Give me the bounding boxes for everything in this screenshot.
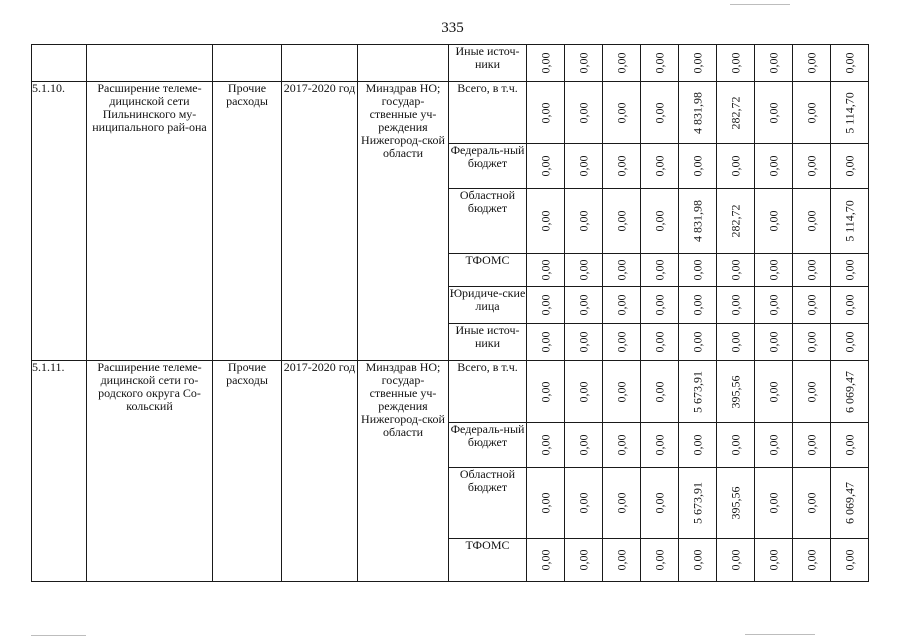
value-text: 0,00	[804, 102, 818, 123]
value-text: 5 114,70	[842, 200, 856, 242]
value-text: 0,00	[766, 331, 780, 353]
value-cell	[527, 539, 565, 582]
value-text: 0,00	[690, 331, 704, 353]
table-row	[32, 361, 869, 423]
empty-cell	[87, 45, 213, 82]
value-cell	[717, 423, 755, 468]
value-text: 0,00	[728, 155, 742, 177]
funding-source: Областной бюджет	[449, 189, 527, 254]
value-cell	[527, 189, 565, 254]
item-executor: Минздрав НО; государ-ственные уч-реждения Нижегород-ской области	[358, 82, 449, 361]
value-text: 0,00	[804, 210, 818, 232]
value-text: 0,00	[804, 52, 818, 74]
value-text: 0,00	[576, 102, 590, 123]
value-text: 0,00	[614, 155, 628, 177]
value-text: 0,00	[576, 52, 590, 74]
value-cell	[755, 423, 793, 468]
value-cell	[793, 82, 831, 144]
value-text: 0,00	[576, 381, 590, 402]
value-text: 0,00	[842, 434, 856, 456]
value-text: 0,00	[842, 294, 856, 316]
value-text: 0,00	[614, 259, 628, 281]
value-cell	[603, 539, 641, 582]
value-cell	[793, 189, 831, 254]
empty-cell	[282, 45, 358, 82]
value-text: 0,00	[614, 210, 628, 232]
value-cell	[641, 82, 679, 144]
value-cell	[603, 82, 641, 144]
value-cell	[831, 287, 869, 324]
value-cell	[679, 287, 717, 324]
bottom-rule-left	[31, 635, 86, 636]
value-cell	[831, 254, 869, 287]
value-cell	[603, 361, 641, 423]
value-text: 282,72	[728, 96, 742, 129]
value-cell	[717, 254, 755, 287]
value-text: 0,00	[538, 549, 552, 571]
value-text: 0,00	[690, 52, 704, 74]
value-text: 0,00	[538, 381, 552, 402]
value-cell	[565, 254, 603, 287]
value-text: 5 114,70	[842, 91, 856, 134]
value-text: 395,56	[728, 486, 742, 520]
value-cell	[641, 254, 679, 287]
value-cell	[641, 539, 679, 582]
value-text: 0,00	[652, 492, 666, 514]
value-text: 0,00	[614, 102, 628, 123]
empty-cell	[213, 45, 282, 82]
value-text: 0,00	[652, 549, 666, 571]
value-cell	[793, 468, 831, 539]
value-cell	[603, 254, 641, 287]
value-text: 0,00	[728, 549, 742, 571]
value-text: 0,00	[804, 294, 818, 316]
value-cell	[527, 144, 565, 189]
value-text: 0,00	[614, 434, 628, 456]
item-category: Прочие расходы	[213, 361, 282, 582]
bottom-rule-right	[745, 634, 815, 635]
value-text: 0,00	[652, 102, 666, 123]
value-cell	[831, 45, 869, 82]
value-text: 0,00	[652, 52, 666, 74]
item-category: Прочие расходы	[213, 82, 282, 361]
value-text: 0,00	[614, 492, 628, 514]
value-text: 0,00	[652, 259, 666, 281]
value-cell	[603, 468, 641, 539]
value-cell	[641, 189, 679, 254]
funding-source: Федераль-ный бюджет	[449, 423, 527, 468]
value-cell	[527, 423, 565, 468]
value-cell	[603, 144, 641, 189]
value-text: 0,00	[576, 294, 590, 316]
funding-source: Всего, в т.ч.	[449, 361, 527, 423]
value-text: 0,00	[652, 331, 666, 353]
value-text: 0,00	[652, 210, 666, 232]
value-text: 0,00	[652, 381, 666, 402]
value-cell	[679, 189, 717, 254]
value-cell	[831, 189, 869, 254]
empty-cell	[358, 45, 449, 82]
value-cell	[831, 539, 869, 582]
value-text: 0,00	[576, 259, 590, 281]
value-cell	[717, 539, 755, 582]
item-name: Расширение телеме-дицинской сети го-родского округа Со-кольский	[87, 361, 213, 582]
value-cell	[717, 82, 755, 144]
value-text: 0,00	[728, 52, 742, 74]
value-cell	[831, 324, 869, 361]
value-text: 6 069,47	[842, 482, 856, 524]
funding-source: Федераль-ный бюджет	[449, 144, 527, 189]
value-cell	[717, 324, 755, 361]
value-text: 0,00	[538, 492, 552, 514]
value-text: 0,00	[576, 210, 590, 232]
value-text: 0,00	[538, 102, 552, 123]
value-cell	[717, 144, 755, 189]
value-text: 0,00	[690, 155, 704, 177]
value-text: 4 831,98	[690, 91, 704, 134]
item-number: 5.1.10.	[32, 82, 87, 361]
value-cell	[565, 189, 603, 254]
value-cell	[641, 45, 679, 82]
value-cell	[831, 423, 869, 468]
value-text: 0,00	[842, 52, 856, 74]
value-cell	[679, 144, 717, 189]
value-text: 0,00	[766, 102, 780, 123]
value-cell	[565, 144, 603, 189]
value-cell	[717, 361, 755, 423]
value-text: 0,00	[614, 52, 628, 74]
value-cell	[755, 144, 793, 189]
item-executor: Минздрав НО; государ-ственные уч-реждения Нижегород-ской области	[358, 361, 449, 582]
value-cell	[793, 539, 831, 582]
value-text: 0,00	[728, 331, 742, 353]
value-cell	[755, 82, 793, 144]
value-text: 5 673,91	[690, 370, 704, 413]
funding-source: Иные источ-ники	[449, 324, 527, 361]
value-text: 0,00	[576, 492, 590, 514]
value-text: 0,00	[690, 294, 704, 316]
value-text: 0,00	[538, 331, 552, 353]
value-text: 0,00	[766, 259, 780, 281]
value-text: 0,00	[652, 434, 666, 456]
value-cell	[603, 324, 641, 361]
item-number: 5.1.11.	[32, 361, 87, 582]
value-cell	[793, 324, 831, 361]
page-number: 335	[441, 20, 464, 36]
value-text: 0,00	[614, 549, 628, 571]
funding-source: Областной бюджет	[449, 468, 527, 539]
value-text: 0,00	[614, 331, 628, 353]
value-text: 0,00	[842, 549, 856, 571]
value-cell	[679, 423, 717, 468]
value-cell	[831, 82, 869, 144]
value-cell	[793, 254, 831, 287]
value-text: 0,00	[766, 155, 780, 177]
value-cell	[527, 254, 565, 287]
value-text: 0,00	[766, 549, 780, 571]
value-text: 0,00	[538, 294, 552, 316]
value-cell	[565, 539, 603, 582]
value-text: 0,00	[842, 155, 856, 177]
value-cell	[679, 468, 717, 539]
value-cell	[527, 287, 565, 324]
funding-source: ТФОМС	[449, 539, 527, 582]
value-text: 0,00	[766, 492, 780, 514]
value-cell	[793, 423, 831, 468]
value-cell	[641, 468, 679, 539]
value-cell	[603, 45, 641, 82]
value-cell	[793, 361, 831, 423]
value-text: 0,00	[538, 259, 552, 281]
value-cell	[603, 423, 641, 468]
value-cell	[755, 45, 793, 82]
value-cell	[641, 324, 679, 361]
top-rule	[730, 4, 790, 5]
funding-source: Юридиче-ские лица	[449, 287, 527, 324]
value-text: 0,00	[804, 381, 818, 402]
value-text: 0,00	[766, 434, 780, 456]
funding-source: ТФОМС	[449, 254, 527, 287]
item-name: Расширение телеме-дицинской сети Пильнинского му-ниципального рай-она	[87, 82, 213, 361]
value-text: 395,56	[728, 375, 742, 408]
value-text: 0,00	[728, 259, 742, 281]
value-cell	[603, 287, 641, 324]
value-text: 4 831,98	[690, 200, 704, 242]
value-cell	[755, 361, 793, 423]
value-cell	[793, 287, 831, 324]
value-cell	[755, 324, 793, 361]
value-text: 0,00	[652, 294, 666, 316]
value-cell	[565, 468, 603, 539]
value-text: 0,00	[804, 331, 818, 353]
value-cell	[717, 468, 755, 539]
value-cell	[831, 361, 869, 423]
value-text: 0,00	[576, 549, 590, 571]
table-row	[32, 45, 869, 82]
value-cell	[527, 324, 565, 361]
value-text: 0,00	[538, 434, 552, 456]
value-cell	[641, 144, 679, 189]
value-text: 6 069,47	[842, 370, 856, 413]
value-cell	[527, 45, 565, 82]
value-cell	[717, 45, 755, 82]
value-text: 0,00	[576, 434, 590, 456]
value-cell	[679, 254, 717, 287]
value-text: 0,00	[690, 434, 704, 456]
value-text: 0,00	[576, 331, 590, 353]
value-cell	[603, 189, 641, 254]
value-cell	[755, 468, 793, 539]
budget-table	[31, 44, 869, 582]
value-cell	[755, 254, 793, 287]
item-period: 2017-2020 год	[282, 361, 358, 582]
value-text: 0,00	[652, 155, 666, 177]
value-text: 0,00	[842, 259, 856, 281]
value-text: 0,00	[690, 549, 704, 571]
value-text: 0,00	[538, 52, 552, 74]
funding-source: Всего, в т.ч.	[449, 82, 527, 144]
value-text: 0,00	[538, 155, 552, 177]
value-cell	[679, 324, 717, 361]
value-cell	[755, 189, 793, 254]
value-text: 0,00	[728, 294, 742, 316]
value-text: 0,00	[804, 259, 818, 281]
value-cell	[793, 45, 831, 82]
value-text: 0,00	[804, 549, 818, 571]
value-cell	[565, 82, 603, 144]
value-cell	[793, 144, 831, 189]
value-cell	[527, 361, 565, 423]
value-text: 0,00	[538, 210, 552, 232]
value-text: 0,00	[576, 155, 590, 177]
value-cell	[717, 189, 755, 254]
value-text: 0,00	[766, 52, 780, 74]
value-text: 0,00	[728, 434, 742, 456]
value-cell	[679, 361, 717, 423]
value-cell	[679, 45, 717, 82]
value-cell	[831, 144, 869, 189]
value-cell	[565, 423, 603, 468]
value-text: 0,00	[766, 294, 780, 316]
value-text: 0,00	[766, 210, 780, 232]
empty-cell	[32, 45, 87, 82]
value-text: 0,00	[614, 381, 628, 402]
value-text: 0,00	[614, 294, 628, 316]
value-cell	[565, 45, 603, 82]
value-text: 0,00	[804, 492, 818, 514]
value-cell	[527, 468, 565, 539]
value-cell	[831, 468, 869, 539]
value-cell	[679, 82, 717, 144]
value-cell	[641, 423, 679, 468]
value-cell	[565, 287, 603, 324]
value-cell	[717, 287, 755, 324]
value-cell	[565, 361, 603, 423]
value-text: 0,00	[842, 331, 856, 353]
value-cell	[755, 287, 793, 324]
value-text: 0,00	[766, 381, 780, 402]
table-row	[32, 82, 869, 144]
funding-source: Иные источ-ники	[449, 45, 527, 82]
value-cell	[755, 539, 793, 582]
value-text: 0,00	[690, 259, 704, 281]
value-text: 0,00	[804, 434, 818, 456]
item-period: 2017-2020 год	[282, 82, 358, 361]
value-cell	[641, 361, 679, 423]
value-cell	[527, 82, 565, 144]
value-cell	[641, 287, 679, 324]
value-cell	[565, 324, 603, 361]
value-text: 282,72	[728, 204, 742, 238]
value-cell	[679, 539, 717, 582]
value-text: 5 673,91	[690, 482, 704, 524]
value-text: 0,00	[804, 155, 818, 177]
